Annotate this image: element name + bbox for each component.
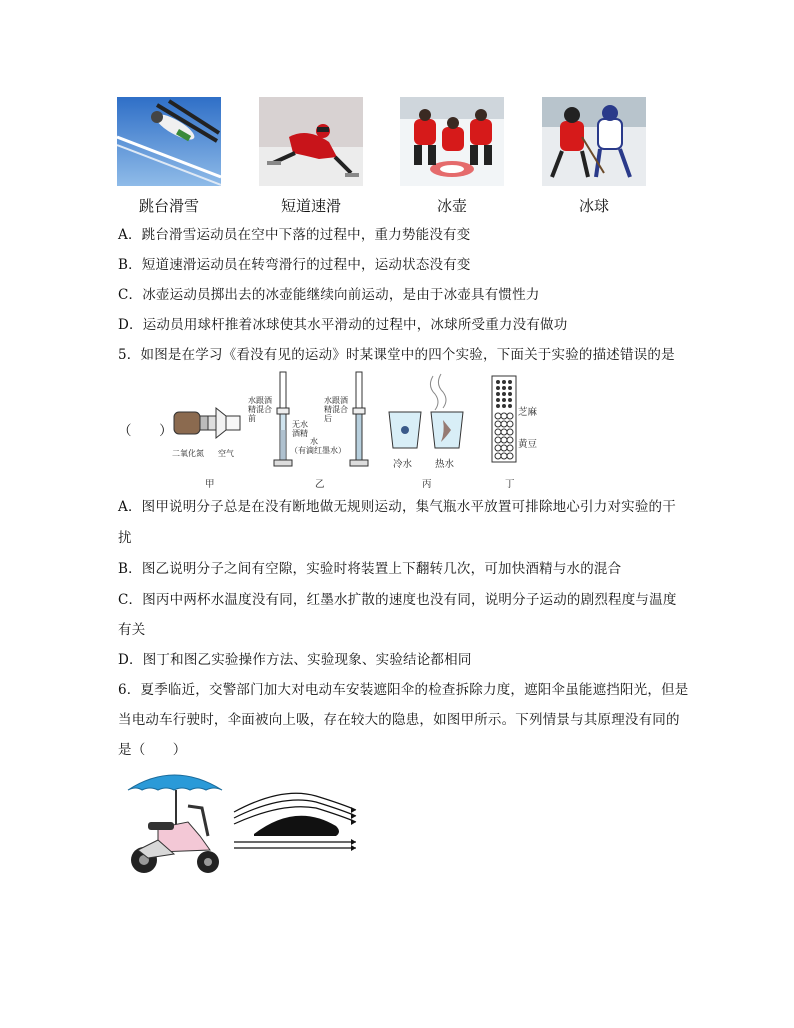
label-alcohol: 无水酒精 [292, 420, 308, 438]
figure-bing [385, 372, 475, 472]
label-water: 水 [310, 437, 318, 446]
airflow-diagram [232, 792, 362, 854]
q5-option-b: B．图乙说明分子之间有空隙，实验时将装置上下翻转几次，可加快酒精与水的混合 [118, 561, 622, 577]
q5-paren: （ ） [118, 423, 173, 439]
label-sesame: 芝麻 [518, 407, 538, 418]
figure-yi-tag: 乙 [315, 479, 325, 490]
caption-short-track: 短道速滑 [280, 197, 341, 215]
label-no2: 二氧化氮 [172, 449, 204, 458]
q5-stem: 5．如图是在学习《看没有见的运动》时某课堂中的四个实验，下面关于实验的描述错误的是 [118, 347, 675, 363]
caption-ice-hockey: 冰球 [578, 197, 609, 215]
q4-option-a: A．跳台滑雪运动员在空中下落的过程中，重力势能没有变 [118, 227, 471, 243]
q5-option-a-line1: A．图甲说明分子总是在没有断地做无规则运动，集气瓶水平放置可排除地心引力对实验的干 [118, 499, 676, 515]
short-track-photo [259, 97, 363, 186]
q5-option-c-line1: C．图丙中两杯水温度没有同，红墨水扩散的速度也没有同，说明分子运动的剧烈程度与温度 [118, 592, 677, 608]
q5-option-a-line2: 扰 [118, 530, 132, 546]
curling-photo [400, 97, 504, 186]
label-air: 空气 [218, 449, 234, 458]
ski-jump-photo [117, 97, 221, 186]
label-water-note: （有滴红墨水） [290, 446, 346, 455]
caption-curling: 冰壶 [436, 197, 467, 215]
label-after-mix: 水跟酒精混合后 [324, 396, 348, 423]
figure-jia [170, 404, 250, 464]
q4-option-c: C．冰壶运动员掷出去的冰壶能继续向前运动，是由于冰壶具有惯性力 [118, 287, 540, 303]
q6-stem-line2: 当电动车行驶时，伞面被向上吸，存在较大的隐患，如图甲所示。下列情景与其原理没有同的 [118, 712, 680, 728]
q6-stem-line3: 是（ ） [118, 742, 187, 758]
label-soybean: 黄豆 [518, 439, 538, 450]
q6-stem-line1: 6．夏季临近，交警部门加大对电动车安装遮阳伞的检查拆除力度，遮阳伞虽能遮挡阳光，但是 [118, 682, 689, 698]
figure-ding-tag: 丁 [505, 479, 515, 490]
label-hot-water: 热水 [435, 459, 455, 470]
caption-ski-jump: 跳台滑雪 [138, 197, 199, 215]
q5-option-c-line2: 有关 [118, 622, 146, 638]
scooter-umbrella-photo [118, 766, 230, 878]
figure-jia-tag: 甲 [205, 479, 215, 490]
figure-yi [248, 370, 378, 470]
q5-option-d: D．图丁和图乙实验操作方法、实验现象、实验结论都相同 [118, 652, 472, 668]
ice-hockey-photo [542, 97, 646, 186]
label-cold-water: 冷水 [393, 459, 413, 470]
label-before-mix: 水跟酒精混合前 [248, 396, 272, 423]
q4-option-b: B．短道速滑运动员在转弯滑行的过程中，运动状态没有变 [118, 257, 471, 273]
figure-bing-tag: 丙 [422, 479, 432, 490]
figure-ding [490, 374, 560, 469]
q4-option-d: D．运动员用球杆推着冰球使其水平滑动的过程中，冰球所受重力没有做功 [118, 317, 568, 333]
